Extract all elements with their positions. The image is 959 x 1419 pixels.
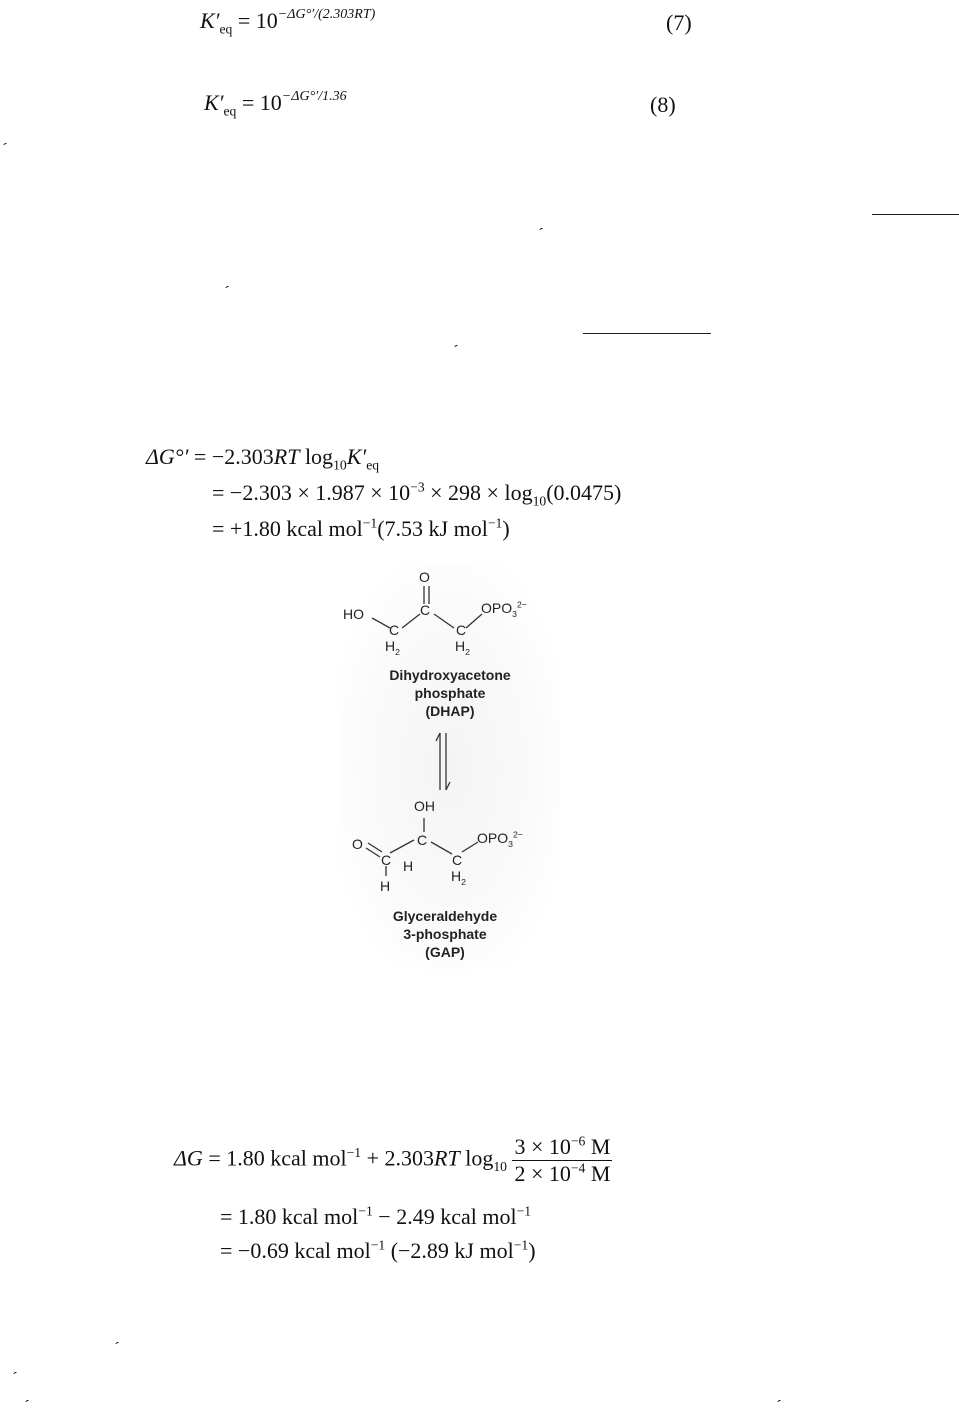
dhap-label-line: phosphate [414, 685, 486, 701]
gap-h2 [451, 868, 466, 887]
comma-mark: ˏ [453, 333, 462, 348]
expression: = −2.303 [193, 444, 274, 469]
gap-oh: OH [414, 798, 435, 814]
concentration-ratio [512, 1133, 612, 1186]
equation-7-number: (7) [666, 10, 692, 35]
expression: ) [528, 1238, 536, 1263]
exponent: −ΔG°′/1.36 [281, 89, 347, 104]
dhap-o-top: O [419, 569, 430, 585]
bond [462, 842, 478, 852]
unit: M [585, 1161, 611, 1186]
eq-subscript: eq [223, 103, 237, 119]
k-prime: K′ [200, 8, 220, 33]
gap-c-right: C [452, 852, 463, 868]
expression: × 298 × log [424, 480, 533, 505]
exponent: −1 [516, 1203, 532, 1219]
expression: − 2.49 kcal mol [372, 1204, 517, 1229]
h-text: H [385, 638, 396, 654]
unit: M [585, 1134, 611, 1159]
dhap-ho: HO [343, 606, 364, 622]
exponent: −6 [570, 1133, 586, 1149]
exponent: −3 [410, 479, 425, 495]
gap-c-center: C [417, 832, 428, 848]
comma-mark: ˏ [114, 1330, 123, 1345]
gap-label-line: Glyceraldehyde [392, 908, 498, 924]
opo3-charge: 2− [512, 829, 523, 840]
fraction-numerator [512, 1133, 612, 1161]
gap-label-line: 3-phosphate [403, 926, 487, 942]
delta-g: ΔG [174, 1145, 203, 1171]
k-prime: K′ [346, 444, 367, 469]
comma-mark: ˏ [12, 1360, 21, 1375]
opo3-text: OPO [481, 600, 513, 616]
expression: = 1.80 kcal mol [220, 1204, 359, 1229]
bond [402, 614, 420, 628]
den-text: 2 × 10 [514, 1161, 571, 1186]
dhap-c-right: C [456, 622, 467, 638]
equals-ten: = 10 [237, 8, 278, 33]
rt: RT [434, 1145, 460, 1171]
eq-subscript: eq [219, 21, 233, 37]
log: log [299, 444, 334, 469]
delta-g-prime: ΔG°′ [146, 444, 189, 469]
dhap-h2-right [455, 638, 470, 657]
expression: = +1.80 kcal mol [212, 516, 363, 541]
log-base: 10 [333, 457, 347, 473]
expression: (−2.89 kJ mol [385, 1238, 514, 1263]
dhap-c-left: C [389, 622, 400, 638]
bond [431, 842, 452, 854]
exponent: −1 [370, 1237, 386, 1253]
equation-8-number: (8) [650, 92, 676, 117]
h-text: H [451, 868, 462, 884]
exponent: −1 [487, 515, 503, 531]
bond [434, 614, 454, 628]
eq-subscript: eq [366, 457, 380, 473]
log-base: 10 [532, 493, 547, 509]
log-base: 10 [493, 1158, 507, 1174]
h-sub: 2 [395, 646, 400, 657]
argument: (0.0475) [546, 480, 622, 505]
gap-label [345, 907, 545, 961]
gap-o-left: O [352, 836, 363, 852]
opo3-text: OPO [477, 830, 509, 846]
log: log [459, 1145, 494, 1171]
gap-label-line: (GAP) [425, 944, 465, 960]
gap-h-mid: H [403, 858, 414, 874]
gap-c-left: C [381, 852, 392, 868]
expression: = −0.69 kcal mol [220, 1238, 371, 1263]
delta-g-actual-line-2 [220, 1203, 532, 1229]
expression: = 1.80 kcal mol [208, 1145, 347, 1171]
opo3-charge: 2− [516, 599, 527, 610]
exponent: −1 [362, 515, 378, 531]
k-prime: K′ [204, 90, 224, 115]
bond [390, 840, 414, 853]
h-sub: 2 [461, 876, 466, 887]
exponent: −1 [346, 1145, 362, 1161]
rt: RT [273, 444, 300, 469]
gap-opo3 [477, 829, 523, 849]
dhap-c-center: C [420, 602, 431, 618]
num-text: 3 × 10 [514, 1134, 571, 1159]
dhap-opo3 [481, 599, 527, 619]
equals-ten: = 10 [241, 90, 282, 115]
expression: ) [502, 516, 510, 541]
exponent: −ΔG°′/(2.303RT) [277, 7, 376, 22]
dhap-h2-left [385, 638, 400, 657]
opo3-sub: 3 [508, 838, 513, 849]
h-sub: 2 [465, 646, 470, 657]
bond [466, 614, 482, 628]
comma-mark: ˏ [538, 216, 547, 231]
exponent: −4 [570, 1160, 586, 1176]
exponent: −1 [513, 1237, 529, 1253]
comma-mark: ˏ [776, 1388, 785, 1403]
bond [372, 618, 390, 628]
dhap-label-line: (DHAP) [425, 703, 475, 719]
comma-mark: ˏ [24, 1388, 33, 1403]
delta-g-actual-line-3 [220, 1237, 536, 1263]
dhap-label [350, 666, 550, 720]
comma-mark: ˏ [224, 274, 233, 289]
expression: = −2.303 × 1.987 × 10 [212, 480, 411, 505]
delta-g-actual-line-1 [174, 1133, 612, 1186]
exponent: −1 [358, 1203, 373, 1219]
expression: (7.53 kJ mol [377, 516, 488, 541]
h-text: H [455, 638, 466, 654]
opo3-sub: 3 [512, 608, 517, 619]
expression: + 2.303 [361, 1145, 435, 1171]
comma-mark: ˏ [2, 131, 11, 146]
dhap-label-line: Dihydroxyacetone [389, 667, 511, 683]
gap-h-bottom: H [380, 878, 391, 894]
fraction-denominator [512, 1161, 612, 1185]
